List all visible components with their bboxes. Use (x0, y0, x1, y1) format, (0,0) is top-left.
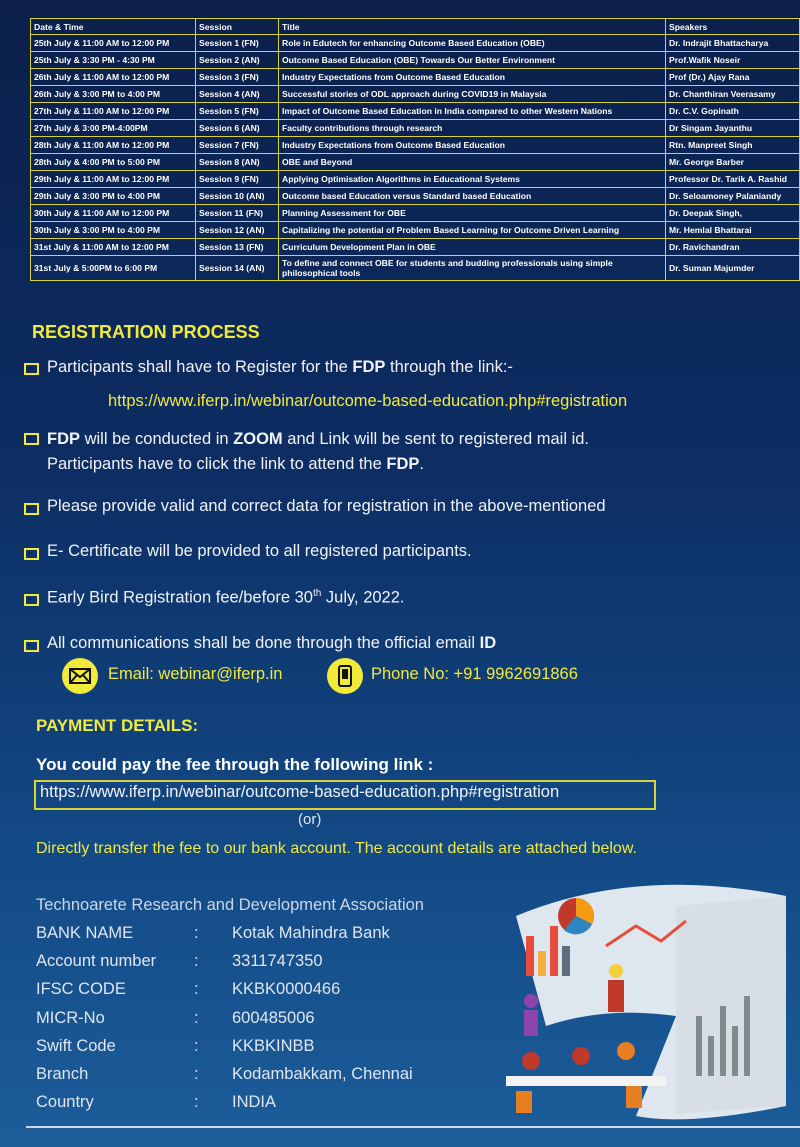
cell-title: Applying Optimisation Algorithms in Educational Systems (279, 171, 666, 188)
bank-row (36, 980, 496, 1002)
schedule-row (31, 171, 800, 188)
bank-row-label: IFSC CODE (36, 980, 126, 999)
schedule-row (31, 256, 800, 281)
cell-speaker: Rtn. Manpreet Singh (666, 137, 800, 154)
cell-session: Session 9 (FN) (196, 171, 279, 188)
cell-title: Curriculum Development Plan in OBE (279, 239, 666, 256)
cell-title: Faculty contributions through research (279, 120, 666, 137)
schedule-row (31, 120, 800, 137)
bullet-icon (24, 594, 39, 606)
cell-title: OBE and Beyond (279, 154, 666, 171)
cell-speaker: Dr. Chanthiran Veerasamy (666, 86, 800, 103)
p2-line-2: Participants have to click the link to attend the (47, 455, 387, 473)
cell-session: Session 7 (FN) (196, 137, 279, 154)
p5-sup: th (312, 588, 322, 599)
cell-title: Successful stories of ODL approach during COVID19 in Malaysia (279, 86, 666, 103)
header-speakers: Speakers (666, 19, 800, 35)
cell-speaker: Dr. C.V. Gopinath (666, 103, 800, 120)
schedule-row (31, 103, 800, 120)
p2-end: . (419, 455, 424, 473)
cell-date-time: 25th July & 11:00 AM to 12:00 PM (31, 35, 196, 52)
cell-date-time: 30th July & 3:00 PM to 4:00 PM (31, 222, 196, 239)
schedule-row (31, 35, 800, 52)
cell-title: Planning Assessment for OBE (279, 205, 666, 222)
schedule-row (31, 205, 800, 222)
cell-session: Session 3 (FN) (196, 69, 279, 86)
header-date-time: Date & Time (31, 19, 196, 35)
cell-date-time: 29th July & 3:00 PM to 4:00 PM (31, 188, 196, 205)
payment-or: (or) (298, 811, 322, 828)
bank-row (36, 1065, 496, 1087)
schedule-row (31, 222, 800, 239)
cell-speaker: Dr. Seloamoney Palaniandy (666, 188, 800, 205)
cell-date-time: 27th July & 3:00 PM-4:00PM (31, 120, 196, 137)
cell-speaker: Mr. George Barber (666, 154, 800, 171)
payment-transfer-note: Directly transfer the fee to our bank account. The account details are attached below. (36, 840, 637, 857)
schedule-body (31, 35, 800, 281)
p6-id: ID (479, 634, 497, 652)
email-icon (62, 658, 98, 694)
contact-email[interactable]: Email: webinar@iferp.in (108, 665, 283, 683)
schedule-row (31, 188, 800, 205)
bank-row-value: INDIA (232, 1093, 277, 1112)
schedule-row (31, 69, 800, 86)
bank-row-label: Country (36, 1093, 94, 1112)
cell-speaker: Professor Dr. Tarik A. Rashid (666, 171, 800, 188)
cell-speaker: Dr. Deepak Singh, (666, 205, 800, 222)
cell-session: Session 14 (AN) (196, 256, 279, 281)
cell-date-time: 26th July & 3:00 PM to 4:00 PM (31, 86, 196, 103)
cell-title: To define and connect OBE for students and budding professionals using simple philosophical tools (279, 256, 666, 281)
cell-session: Session 2 (AN) (196, 52, 279, 69)
p5-text: Early Bird Registration fee/before 30 (47, 588, 313, 607)
cell-session: Session 4 (AN) (196, 86, 279, 103)
cell-speaker: Prof.Wafik Noseir (666, 52, 800, 69)
bank-row (36, 952, 496, 974)
cell-speaker: Prof (Dr.) Ajay Rana (666, 69, 800, 86)
phone-icon (327, 658, 363, 694)
cell-speaker: Dr Singam Jayanthu (666, 120, 800, 137)
cell-date-time: 31st July & 5:00PM to 6:00 PM (31, 256, 196, 281)
p2-fdp-2: FDP (386, 455, 420, 473)
payment-instruction: You could pay the fee through the following link : (36, 755, 434, 774)
registration-point-3: Please provide valid and correct data for registration in the above-mentioned (47, 497, 606, 515)
cell-title: Outcome Based Education (OBE) Towards Our Better Environment (279, 52, 666, 69)
bank-row-value: Kotak Mahindra Bank (232, 924, 390, 942)
cell-speaker: Dr. Ravichandran (666, 239, 800, 256)
header-title: Title (279, 19, 666, 35)
registration-point-2 (47, 427, 589, 477)
registration-point-6 (47, 634, 496, 653)
bank-row-value: 3311747350 (232, 952, 323, 971)
bank-row (36, 1009, 496, 1031)
cell-session: Session 10 (AN) (196, 188, 279, 205)
cell-title: Industry Expectations from Outcome Based Education (279, 69, 666, 86)
cell-title: Capitalizing the potential of Problem Based Learning for Outcome Driven Learning (279, 222, 666, 239)
p1-end: through the link:- (385, 358, 513, 376)
bank-row-label: MICR-No (36, 1008, 105, 1027)
bank-org-name: Technoarete Research and Development Association (36, 896, 424, 914)
registration-point-1 (47, 358, 513, 377)
cell-date-time: 29th July & 11:00 AM to 12:00 PM (31, 171, 196, 188)
schedule-row (31, 137, 800, 154)
registration-link[interactable]: https://www.iferp.in/webinar/outcome-based-education.php#registration (108, 392, 628, 410)
cell-session: Session 6 (AN) (196, 120, 279, 137)
cell-title: Outcome based Education versus Standard based Education (279, 188, 666, 205)
registration-heading: REGISTRATION PROCESS (32, 322, 260, 342)
cell-speaker: Mr. Hemlal Bhattarai (666, 222, 800, 239)
schedule-row (31, 86, 800, 103)
cell-session: Session 1 (FN) (196, 35, 279, 52)
bullet-icon (24, 433, 39, 445)
bullet-icon (24, 548, 39, 560)
cell-title: Industry Expectations from Outcome Based Education (279, 137, 666, 154)
bullet-icon (24, 363, 39, 375)
bank-row-separator: : (194, 980, 199, 999)
bank-row-label: Branch (36, 1065, 89, 1083)
bank-row-value: 600485006 (232, 1008, 315, 1027)
cell-date-time: 25th July & 3:30 PM - 4:30 PM (31, 52, 196, 69)
cell-session: Session 12 (AN) (196, 222, 279, 239)
cell-date-time: 26th July & 11:00 AM to 12:00 PM (31, 69, 196, 86)
schedule-row (31, 154, 800, 171)
bank-row-label: Account number (36, 952, 157, 971)
payment-link[interactable]: https://www.iferp.in/webinar/outcome-based-education.php#registration (40, 783, 560, 801)
cell-speaker: Dr. Suman Majumder (666, 256, 800, 281)
registration-point-5 (47, 588, 405, 608)
bank-row-value: KKBKINBB (232, 1036, 315, 1055)
p2-zoom: ZOOM (233, 430, 283, 448)
bank-row-separator: : (194, 1008, 199, 1027)
bank-row (36, 924, 496, 946)
bank-row-value: KKBK0000466 (232, 980, 341, 999)
bank-row (36, 1037, 496, 1059)
bank-row-separator: : (194, 924, 199, 942)
cell-date-time: 31st July & 11:00 AM to 12:00 PM (31, 239, 196, 256)
cell-session: Session 8 (AN) (196, 154, 279, 171)
registration-point-4: E- Certificate will be provided to all registered participants. (47, 542, 472, 560)
cell-date-time: 28th July & 11:00 AM to 12:00 PM (31, 137, 196, 154)
p1-text: Participants shall have to Register for the (47, 358, 353, 376)
bullet-icon (24, 503, 39, 515)
schedule-table (30, 18, 800, 281)
contact-phone[interactable]: Phone No: +91 9962691866 (371, 665, 578, 683)
p2-text: will be conducted in (80, 430, 234, 448)
cell-session: Session 13 (FN) (196, 239, 279, 256)
bank-row-separator: : (194, 1093, 199, 1112)
bank-row-separator: : (194, 952, 199, 971)
schedule-header-row (31, 19, 800, 35)
bank-row-label: Swift Code (36, 1036, 116, 1055)
bank-row-label: BANK NAME (36, 924, 134, 942)
cell-title: Role in Edutech for enhancing Outcome Based Education (OBE) (279, 35, 666, 52)
schedule-row (31, 52, 800, 69)
bank-row-value: Kodambakkam, Chennai (232, 1065, 413, 1083)
bank-row-separator: : (194, 1065, 199, 1083)
header-session: Session (196, 19, 279, 35)
cell-session: Session 11 (FN) (196, 205, 279, 222)
p2-text-2: and Link will be sent to registered mail id. (282, 430, 590, 448)
cell-title: Impact of Outcome Based Education in India compared to other Western Nations (279, 103, 666, 120)
cell-date-time: 30th July & 11:00 AM to 12:00 PM (31, 205, 196, 222)
bullet-icon (24, 640, 39, 652)
bottom-divider (26, 1126, 800, 1128)
p5-text-2: July, 2022. (321, 588, 405, 607)
p6-text: All communications shall be done through the official email (47, 634, 480, 652)
cell-date-time: 28th July & 4:00 PM to 5:00 PM (31, 154, 196, 171)
cell-speaker: Dr. Indrajit Bhattacharya (666, 35, 800, 52)
bank-row-separator: : (194, 1036, 199, 1055)
payment-heading: PAYMENT DETAILS: (36, 716, 199, 735)
p1-fdp: FDP (352, 358, 386, 376)
p2-fdp: FDP (47, 430, 80, 448)
cell-session: Session 5 (FN) (196, 103, 279, 120)
bank-row (36, 1093, 496, 1115)
analytics-illustration (486, 876, 800, 1126)
cell-date-time: 27th July & 11:00 AM to 12:00 PM (31, 103, 196, 120)
schedule-row (31, 239, 800, 256)
